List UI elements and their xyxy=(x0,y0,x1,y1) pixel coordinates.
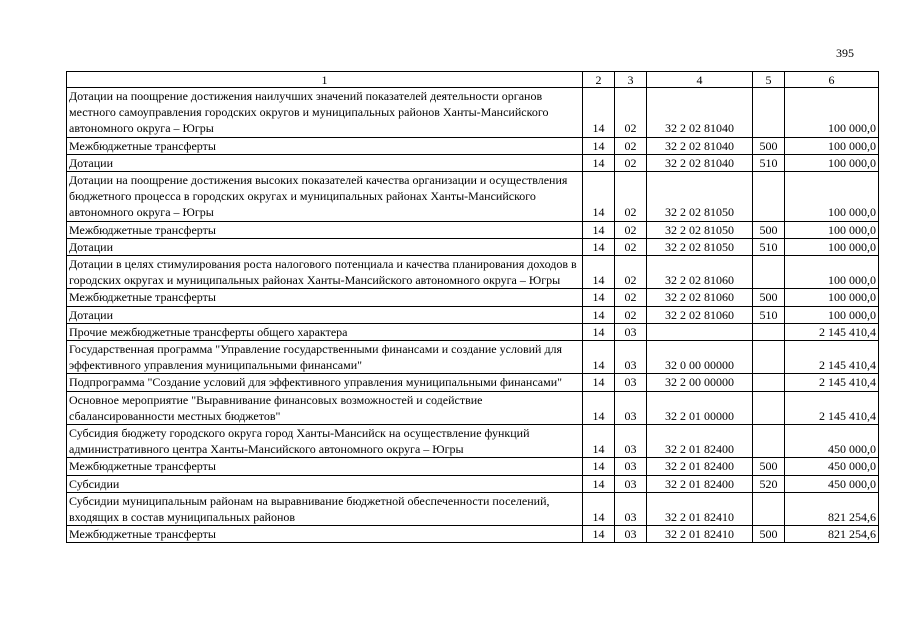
row-target-article-cell: 32 2 01 82410 xyxy=(647,492,753,525)
row-target-article-cell: 32 2 01 82410 xyxy=(647,526,753,543)
row-section-cell: 14 xyxy=(583,391,615,424)
row-section-cell: 14 xyxy=(583,306,615,323)
row-expense-type-cell xyxy=(753,341,785,374)
row-subsection-cell: 03 xyxy=(615,492,647,525)
row-target-article-cell: 32 2 02 81060 xyxy=(647,306,753,323)
row-name-cell: Межбюджетные трансферты xyxy=(67,289,583,306)
row-amount-cell: 100 000,0 xyxy=(785,137,879,154)
row-target-article-cell: 32 2 01 82400 xyxy=(647,458,753,475)
table-body xyxy=(67,88,879,543)
row-amount-cell: 100 000,0 xyxy=(785,172,879,222)
table-row xyxy=(67,458,879,475)
row-expense-type-cell: 500 xyxy=(753,221,785,238)
header-cell-6: 6 xyxy=(785,72,879,88)
row-target-article-cell: 32 0 00 00000 xyxy=(647,341,753,374)
row-target-article-cell xyxy=(647,323,753,340)
row-expense-type-cell: 500 xyxy=(753,137,785,154)
table-row xyxy=(67,221,879,238)
row-name-cell: Дотации в целях стимулирования роста налогового потенциала и качества планирования доходов в городских округах и муниципальных районах Ханты-Мансийского автономного округа – Югры xyxy=(67,256,583,289)
row-expense-type-cell: 520 xyxy=(753,475,785,492)
row-amount-cell: 450 000,0 xyxy=(785,475,879,492)
row-subsection-cell: 02 xyxy=(615,172,647,222)
row-target-article-cell: 32 2 02 81050 xyxy=(647,221,753,238)
row-target-article-cell: 32 2 02 81040 xyxy=(647,88,753,138)
row-section-cell: 14 xyxy=(583,289,615,306)
table-row xyxy=(67,425,879,458)
row-subsection-cell: 03 xyxy=(615,391,647,424)
row-name-cell: Межбюджетные трансферты xyxy=(67,221,583,238)
row-target-article-cell: 32 2 01 00000 xyxy=(647,391,753,424)
header-cell-5: 5 xyxy=(753,72,785,88)
row-section-cell: 14 xyxy=(583,492,615,525)
table-row xyxy=(67,289,879,306)
row-section-cell: 14 xyxy=(583,172,615,222)
row-subsection-cell: 02 xyxy=(615,306,647,323)
row-subsection-cell: 03 xyxy=(615,458,647,475)
row-amount-cell: 100 000,0 xyxy=(785,238,879,255)
row-expense-type-cell xyxy=(753,374,785,391)
row-amount-cell: 450 000,0 xyxy=(785,425,879,458)
row-name-cell: Государственная программа "Управление государственными финансами и создание условий для эффективного управления муниципальными финансами" xyxy=(67,341,583,374)
row-expense-type-cell xyxy=(753,425,785,458)
row-name-cell: Субсидии муниципальным районам на выравнивание бюджетной обеспеченности поселений, входящих в состав муниципальных районов xyxy=(67,492,583,525)
row-target-article-cell: 32 2 02 81040 xyxy=(647,137,753,154)
row-subsection-cell: 02 xyxy=(615,256,647,289)
header-cell-3: 3 xyxy=(615,72,647,88)
row-subsection-cell: 02 xyxy=(615,154,647,171)
table-row xyxy=(67,137,879,154)
table-row xyxy=(67,88,879,138)
row-target-article-cell: 32 2 02 81060 xyxy=(647,256,753,289)
row-expense-type-cell: 500 xyxy=(753,289,785,306)
table-row xyxy=(67,475,879,492)
row-name-cell: Основное мероприятие "Выравнивание финансовых возможностей и содействие сбалансированности местных бюджетов" xyxy=(67,391,583,424)
table-row xyxy=(67,391,879,424)
row-expense-type-cell xyxy=(753,256,785,289)
page-number: 395 xyxy=(836,46,854,60)
row-amount-cell: 100 000,0 xyxy=(785,256,879,289)
row-subsection-cell: 02 xyxy=(615,221,647,238)
row-amount-cell: 100 000,0 xyxy=(785,88,879,138)
table-row xyxy=(67,492,879,525)
row-target-article-cell: 32 2 02 81040 xyxy=(647,154,753,171)
row-name-cell: Дотации xyxy=(67,306,583,323)
row-amount-cell: 2 145 410,4 xyxy=(785,341,879,374)
header-cell-1: 1 xyxy=(67,72,583,88)
row-expense-type-cell xyxy=(753,323,785,340)
row-section-cell: 14 xyxy=(583,323,615,340)
row-section-cell: 14 xyxy=(583,238,615,255)
row-name-cell: Дотации на поощрение достижения высоких показателей качества организации и осуществления бюджетного процесса в городских округах и муниципальных районах Ханты-Мансийского автономного округа – Югры xyxy=(67,172,583,222)
row-name-cell: Подпрограмма "Создание условий для эффективного управления муниципальными финансами" xyxy=(67,374,583,391)
row-section-cell: 14 xyxy=(583,88,615,138)
row-section-cell: 14 xyxy=(583,475,615,492)
row-target-article-cell: 32 2 02 81060 xyxy=(647,289,753,306)
header-row xyxy=(67,72,879,88)
row-subsection-cell: 03 xyxy=(615,341,647,374)
row-target-article-cell: 32 2 02 81050 xyxy=(647,172,753,222)
table-row xyxy=(67,154,879,171)
row-subsection-cell: 03 xyxy=(615,425,647,458)
budget-table xyxy=(66,71,879,543)
row-target-article-cell: 32 2 01 82400 xyxy=(647,425,753,458)
row-name-cell: Межбюджетные трансферты xyxy=(67,458,583,475)
row-amount-cell: 100 000,0 xyxy=(785,306,879,323)
row-name-cell: Субсидии xyxy=(67,475,583,492)
row-amount-cell: 100 000,0 xyxy=(785,154,879,171)
row-subsection-cell: 02 xyxy=(615,289,647,306)
row-section-cell: 14 xyxy=(583,221,615,238)
row-subsection-cell: 03 xyxy=(615,526,647,543)
row-name-cell: Субсидия бюджету городского округа город Ханты-Мансийск на осуществление функций административного центра Ханты-Мансийского автономного округа – Югры xyxy=(67,425,583,458)
row-amount-cell: 450 000,0 xyxy=(785,458,879,475)
row-name-cell: Дотации на поощрение достижения наилучших значений показателей деятельности органов местного самоуправления городских округов и муниципальных районов Ханты-Мансийского автономного округа – Югры xyxy=(67,88,583,138)
table-row xyxy=(67,323,879,340)
row-expense-type-cell xyxy=(753,391,785,424)
row-section-cell: 14 xyxy=(583,256,615,289)
row-amount-cell: 100 000,0 xyxy=(785,289,879,306)
row-expense-type-cell: 510 xyxy=(753,306,785,323)
row-subsection-cell: 03 xyxy=(615,374,647,391)
row-subsection-cell: 03 xyxy=(615,475,647,492)
table-row xyxy=(67,172,879,222)
row-section-cell: 14 xyxy=(583,526,615,543)
row-subsection-cell: 02 xyxy=(615,238,647,255)
row-name-cell: Межбюджетные трансферты xyxy=(67,137,583,154)
row-amount-cell: 100 000,0 xyxy=(785,221,879,238)
row-expense-type-cell xyxy=(753,172,785,222)
row-expense-type-cell: 510 xyxy=(753,238,785,255)
table-row xyxy=(67,526,879,543)
table-row xyxy=(67,374,879,391)
row-subsection-cell: 02 xyxy=(615,88,647,138)
row-name-cell: Дотации xyxy=(67,238,583,255)
row-name-cell: Дотации xyxy=(67,154,583,171)
header-cell-2: 2 xyxy=(583,72,615,88)
row-target-article-cell: 32 2 00 00000 xyxy=(647,374,753,391)
row-amount-cell: 821 254,6 xyxy=(785,526,879,543)
row-subsection-cell: 03 xyxy=(615,323,647,340)
row-expense-type-cell: 500 xyxy=(753,526,785,543)
row-section-cell: 14 xyxy=(583,374,615,391)
row-amount-cell: 2 145 410,4 xyxy=(785,323,879,340)
header-cell-4: 4 xyxy=(647,72,753,88)
row-expense-type-cell xyxy=(753,88,785,138)
table-row xyxy=(67,306,879,323)
row-expense-type-cell: 500 xyxy=(753,458,785,475)
row-section-cell: 14 xyxy=(583,137,615,154)
row-amount-cell: 2 145 410,4 xyxy=(785,391,879,424)
row-name-cell: Межбюджетные трансферты xyxy=(67,526,583,543)
table-row xyxy=(67,341,879,374)
row-amount-cell: 2 145 410,4 xyxy=(785,374,879,391)
row-amount-cell: 821 254,6 xyxy=(785,492,879,525)
table-row xyxy=(67,256,879,289)
row-expense-type-cell xyxy=(753,492,785,525)
row-expense-type-cell: 510 xyxy=(753,154,785,171)
table-row xyxy=(67,238,879,255)
row-section-cell: 14 xyxy=(583,458,615,475)
row-name-cell: Прочие межбюджетные трансферты общего характера xyxy=(67,323,583,340)
row-target-article-cell: 32 2 02 81050 xyxy=(647,238,753,255)
row-section-cell: 14 xyxy=(583,154,615,171)
row-subsection-cell: 02 xyxy=(615,137,647,154)
row-target-article-cell: 32 2 01 82400 xyxy=(647,475,753,492)
row-section-cell: 14 xyxy=(583,341,615,374)
row-section-cell: 14 xyxy=(583,425,615,458)
